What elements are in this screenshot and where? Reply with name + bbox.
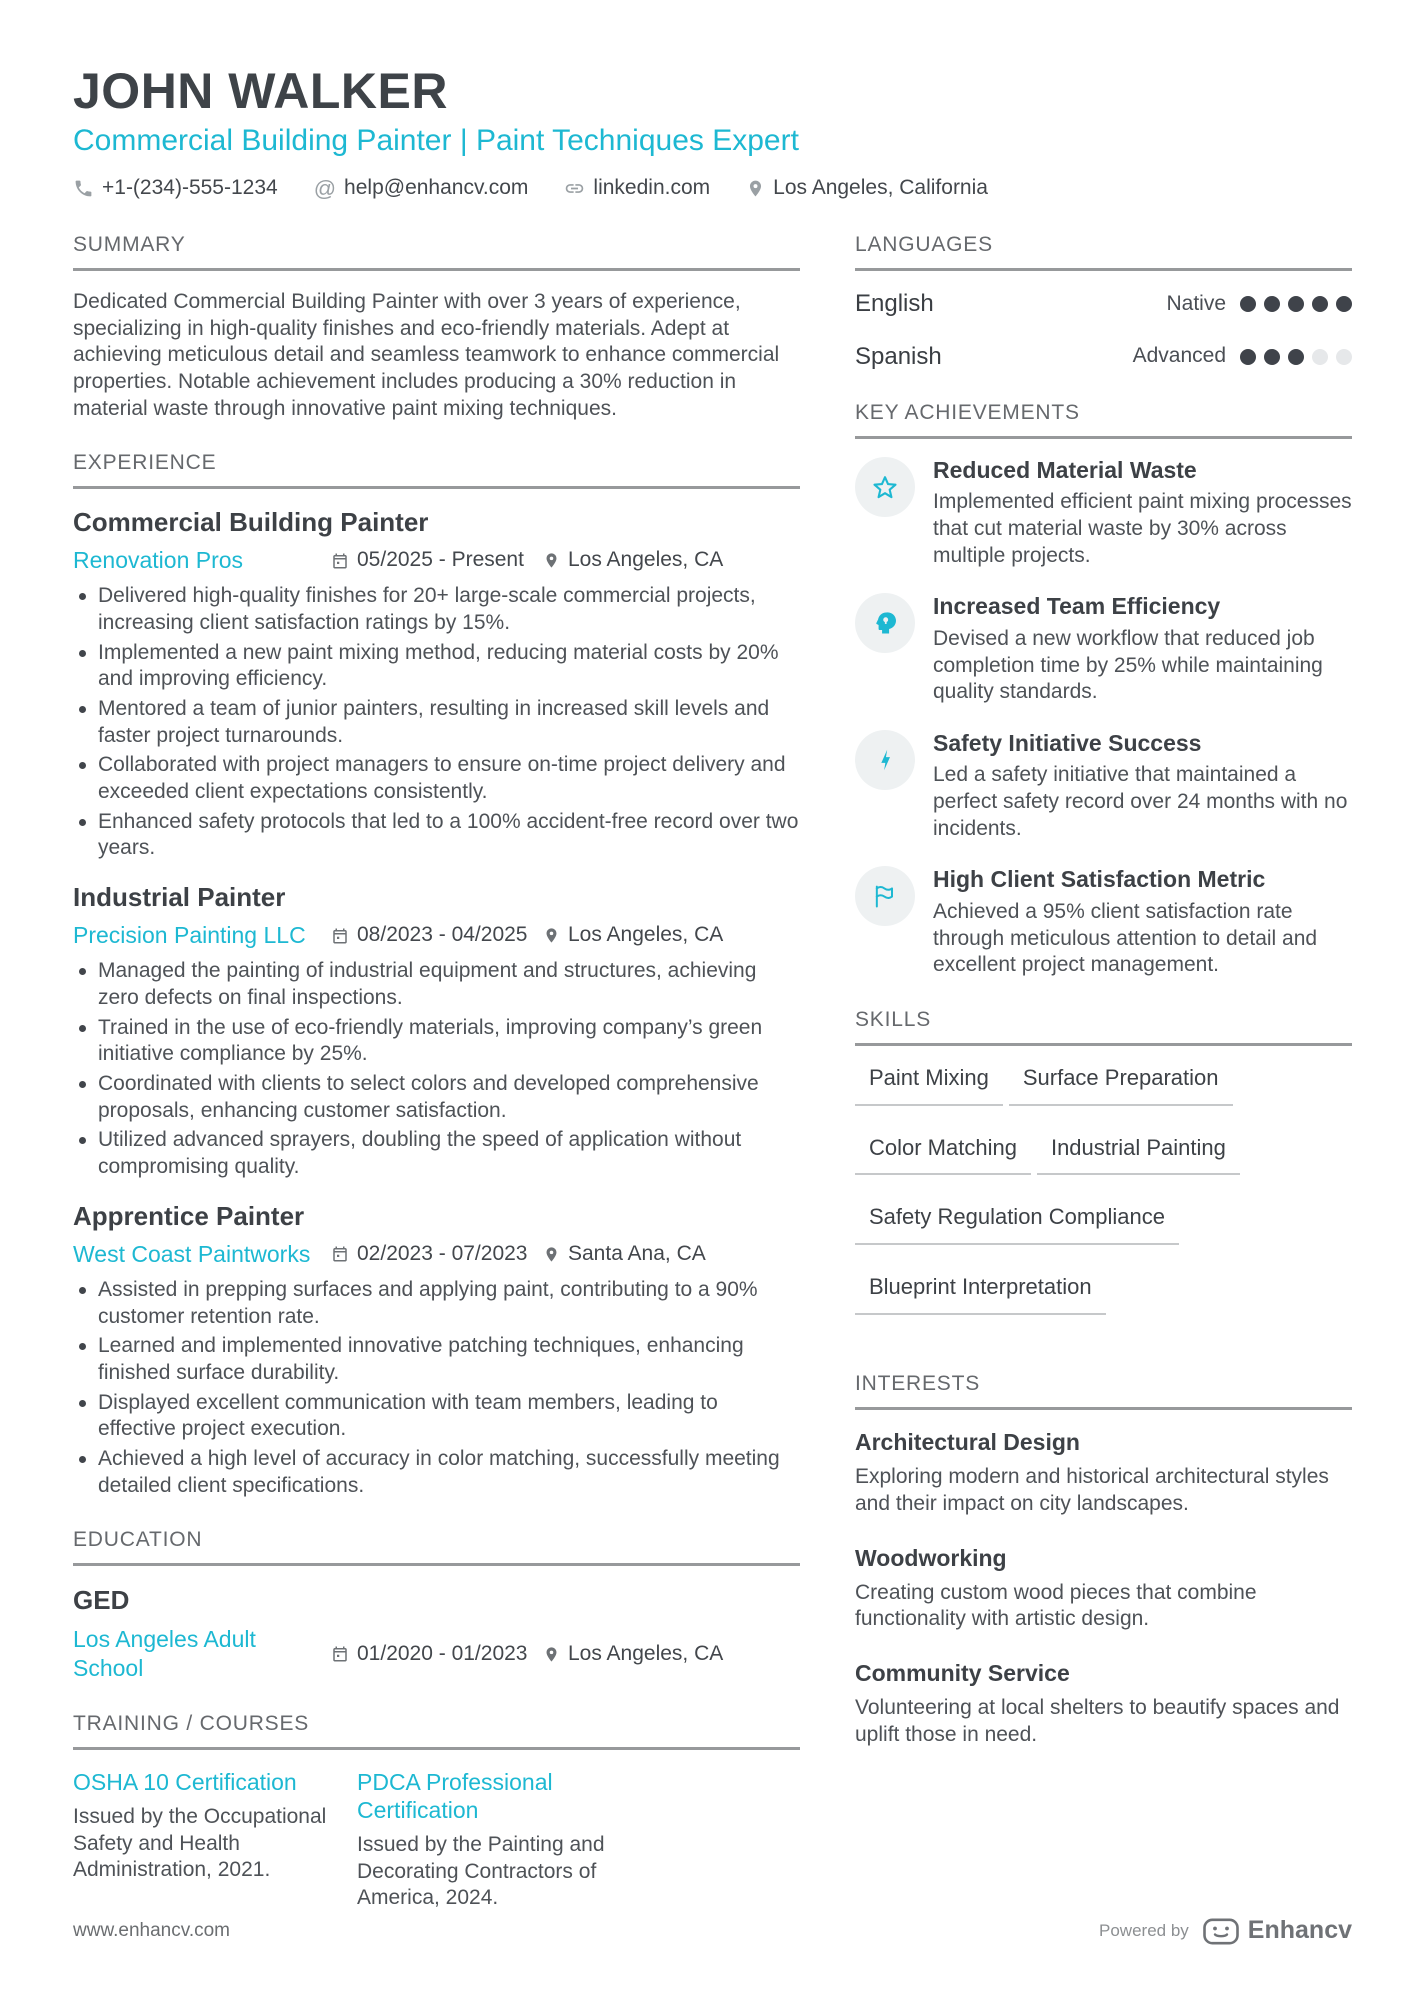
bullet-item: Displayed excellent communication with team members, leading to effective project execution. [73, 1390, 800, 1443]
phone-contact[interactable] [73, 175, 278, 202]
achievement-entry [855, 457, 1352, 570]
bullet-item: Trained in the use of eco-friendly materials, improving company’s green initiative compliance by 25%. [73, 1015, 800, 1068]
training-heading: TRAINING / COURSES [73, 1711, 800, 1750]
language-level: Advanced [1132, 344, 1226, 368]
bullet-item: Learned and implemented innovative patching techniques, enhancing finished surface durability. [73, 1333, 800, 1386]
at-icon: @ [313, 175, 337, 201]
skill-item: Surface Preparation [1009, 1064, 1233, 1106]
bullet-item: Implemented a new paint mixing method, reducing material costs by 20% and improving efficiency. [73, 640, 800, 693]
skills-section [855, 1007, 1352, 1343]
interest-entry [855, 1428, 1352, 1518]
job-location [543, 922, 723, 949]
email-contact[interactable] [314, 175, 529, 203]
skill-item: Blueprint Interpretation [855, 1273, 1106, 1315]
education-meta [73, 1625, 800, 1683]
job-dates [331, 922, 543, 949]
job-dates-text: 02/2023 - 07/2023 [357, 1242, 528, 1266]
head-idea-icon [855, 593, 915, 653]
calendar-icon [331, 927, 349, 945]
course-entry [357, 1768, 641, 1912]
course-entry [73, 1768, 357, 1912]
course-title[interactable]: PDCA Professional Certification [357, 1769, 553, 1824]
job-bullets [73, 1277, 800, 1499]
bullet-item: Assisted in prepping surfaces and applying paint, contributing to a 90% customer retention rate. [73, 1277, 800, 1330]
education-location [543, 1641, 723, 1668]
interest-text: Volunteering at local shelters to beautify spaces and uplift those in need. [855, 1696, 1340, 1746]
skill-item: Safety Regulation Compliance [855, 1203, 1179, 1245]
interest-entry [855, 1544, 1352, 1634]
degree-title: GED [73, 1584, 130, 1615]
bullet-item: Delivered high-quality finishes for 20+ large-scale commercial projects, increasing client satisfaction ratings by 15%. [73, 583, 800, 636]
enhancv-wordmark: Enhancv [1247, 1916, 1352, 1945]
language-proficiency-dots [1240, 296, 1352, 312]
job-meta [73, 921, 800, 950]
experience-heading: EXPERIENCE [73, 450, 800, 489]
skills-list [855, 1064, 1352, 1344]
enhancv-smiley-icon [1203, 1918, 1239, 1945]
languages-section [855, 232, 1352, 372]
flag-icon [855, 866, 915, 926]
bullet-item: Mentored a team of junior painters, resulting in increased skill levels and faster project turnarounds. [73, 696, 800, 749]
skills-heading: SKILLS [855, 1007, 1352, 1046]
achievements-heading: KEY ACHIEVEMENTS [855, 400, 1352, 439]
link-icon [564, 178, 585, 199]
education-dates [331, 1641, 543, 1668]
star-icon [855, 457, 915, 517]
education-section [73, 1527, 800, 1683]
education-location-text: Los Angeles, CA [568, 1641, 724, 1665]
job-dates-text: 08/2023 - 04/2025 [357, 923, 528, 947]
job-entry [73, 882, 800, 1181]
job-location [543, 1241, 706, 1268]
languages-heading: LANGUAGES [855, 232, 1352, 271]
job-entry [73, 507, 800, 862]
achievement-text: Achieved a 95% client satisfaction rate through meticulous attention to detail and excellent project management. [933, 899, 1318, 977]
job-location-text: Santa Ana, CA [568, 1242, 706, 1266]
calendar-icon [331, 1645, 349, 1663]
job-bullets [73, 583, 800, 862]
job-dates-text: 05/2025 - Present [357, 548, 524, 572]
skill-item: Paint Mixing [855, 1064, 1003, 1106]
company-link[interactable]: West Coast Paintworks [73, 1240, 311, 1267]
job-title: Apprentice Painter [73, 1200, 305, 1231]
job-location-text: Los Angeles, CA [568, 548, 724, 572]
achievement-entry [855, 866, 1352, 979]
interest-title: Community Service [855, 1660, 1070, 1687]
interests-heading: INTERESTS [855, 1371, 1352, 1410]
contact-row [73, 175, 1352, 203]
summary-text: Dedicated Commercial Building Painter with over 3 years of experience, specializing in high-quality finishes and eco-friendly materials. Adept at achieving meticulous detail and seamless teamwork to enhance commercial properties. Notable achievement includes producing a 30% reduction in material waste through innovative paint mixing techniques. [73, 290, 780, 420]
training-section [73, 1711, 800, 1912]
right-column [855, 232, 1352, 1912]
location-pin-icon [543, 552, 560, 569]
achievement-text: Led a safety initiative that maintained a perfect safety record over 24 months with no incidents. [933, 763, 1348, 840]
location-text: Los Angeles, California [773, 176, 988, 200]
job-meta [73, 1240, 800, 1269]
school-link[interactable]: Los Angeles Adult School [73, 1625, 256, 1682]
phone-icon [73, 178, 94, 199]
job-location [543, 547, 723, 574]
interest-title: Woodworking [855, 1544, 1007, 1571]
candidate-headline: Commercial Building Painter | Paint Techniques Expert [73, 124, 799, 157]
powered-by-label: Powered by [1099, 1921, 1189, 1941]
interest-text: Exploring modern and historical architectural styles and their impact on city landscapes. [855, 1465, 1329, 1515]
lightning-bolt-icon [855, 730, 915, 790]
calendar-icon [331, 552, 349, 570]
page-footer [73, 1915, 1352, 1947]
achievement-title: Increased Team Efficiency [933, 593, 1221, 620]
resume-header [73, 64, 1352, 202]
location-contact [746, 175, 988, 202]
interests-section [855, 1371, 1352, 1748]
achievement-title: Reduced Material Waste [933, 456, 1197, 483]
location-pin-icon [543, 927, 560, 944]
phone-number: +1-(234)-555-1234 [102, 176, 278, 200]
summary-heading: SUMMARY [73, 232, 800, 271]
skill-item: Color Matching [855, 1134, 1031, 1176]
course-description: Issued by the Occupational Safety and Health Administration, 2021. [73, 1805, 327, 1882]
language-name: Spanish [855, 342, 942, 370]
job-location-text: Los Angeles, CA [568, 923, 724, 947]
enhancv-logo [1203, 1915, 1352, 1947]
job-title: Commercial Building Painter [73, 507, 429, 538]
achievement-text: Implemented efficient paint mixing processes that cut material waste by 30% across multiple projects. [933, 490, 1352, 567]
company-link[interactable]: Precision Painting LLC [73, 922, 306, 949]
bullet-item: Utilized advanced sprayers, doubling the speed of application without compromising quality. [73, 1127, 800, 1180]
location-pin-icon [543, 1246, 560, 1263]
location-pin-icon [543, 1646, 560, 1663]
job-dates [331, 547, 543, 574]
achievement-title: Safety Initiative Success [933, 729, 1202, 756]
interest-title: Architectural Design [855, 1429, 1080, 1455]
powered-by [1099, 1915, 1352, 1947]
linkedin-text: linkedin.com [593, 176, 711, 200]
bullet-item: Enhanced safety protocols that led to a 100% accident-free record over two years. [73, 809, 800, 862]
course-description: Issued by the Painting and Decorating Contractors of America, 2024. [357, 1833, 605, 1910]
education-dates-text: 01/2020 - 01/2023 [357, 1641, 528, 1665]
achievement-text: Devised a new workflow that reduced job completion time by 25% while maintaining quality standards. [933, 626, 1323, 704]
language-level: Native [1166, 292, 1226, 315]
location-pin-icon [746, 179, 765, 198]
course-title[interactable]: OSHA 10 Certification [73, 1769, 297, 1795]
achievement-title: High Client Satisfaction Metric [933, 866, 1266, 893]
job-title: Industrial Painter [73, 881, 286, 912]
bullet-item: Managed the painting of industrial equipment and structures, achieving zero defects on final inspections. [73, 958, 800, 1011]
calendar-icon [331, 1245, 349, 1263]
bullet-item: Collaborated with project managers to ensure on-time project delivery and exceeded client expectations consistently. [73, 752, 800, 805]
job-dates [331, 1241, 543, 1268]
interest-text: Creating custom wood pieces that combine functionality with artistic design. [855, 1580, 1257, 1631]
language-name: English [855, 290, 934, 318]
linkedin-contact[interactable] [564, 175, 710, 202]
interest-entry [855, 1659, 1352, 1749]
achievement-entry [855, 730, 1352, 843]
email-address: help@enhancv.com [344, 176, 529, 200]
education-heading: EDUCATION [73, 1527, 800, 1566]
language-row [855, 342, 1352, 372]
achievement-entry [855, 593, 1352, 706]
job-meta [73, 546, 800, 575]
enhancv-site-link[interactable]: www.enhancv.com [73, 1920, 230, 1942]
job-bullets [73, 958, 800, 1180]
experience-section [73, 450, 800, 1499]
achievements-section [855, 400, 1352, 979]
left-column [73, 232, 800, 1912]
summary-section [73, 232, 800, 422]
bullet-item: Achieved a high level of accuracy in color matching, successfully meeting detailed client specifications. [73, 1446, 800, 1499]
language-row [855, 289, 1352, 319]
job-entry [73, 1201, 800, 1500]
company-link[interactable]: Renovation Pros [73, 547, 244, 574]
bullet-item: Coordinated with clients to select colors and developed comprehensive proposals, enhancing customer satisfaction. [73, 1071, 800, 1124]
language-proficiency-dots [1240, 349, 1352, 365]
candidate-name: JOHN WALKER [73, 63, 448, 119]
skill-item: Industrial Painting [1037, 1134, 1240, 1176]
